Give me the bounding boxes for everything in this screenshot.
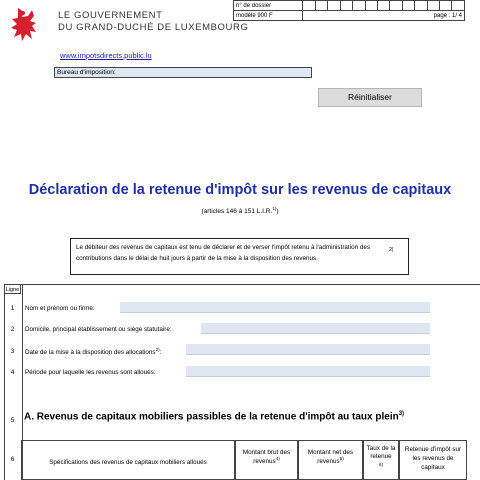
- col-montant-net-footnote: 5): [339, 456, 344, 461]
- notice-footnote: 2): [389, 247, 394, 253]
- dossier-digit-cell[interactable]: [315, 1, 327, 11]
- date-label-text: Date de la mise à la disposition des allocations: [25, 349, 156, 357]
- notice-text: Le débiteur des revenus de capitaux est tenu de déclarer et de verser l'impôt retenu à l'administration des contributions dans le délai de huit jours à partir de la mise à la disposition des revenus.: [76, 244, 370, 262]
- table-a-col-specifications: Spécifications des revenus de capitaux mobiliers alloués: [21, 440, 235, 480]
- dossier-table: [233, 0, 465, 21]
- table-a-col-montant-brut: [235, 440, 298, 480]
- periode-input[interactable]: [186, 366, 430, 377]
- line-number: 6: [10, 456, 15, 463]
- dossier-digit-cell[interactable]: [415, 1, 427, 11]
- col-taux-text: Taux de la retenue: [366, 445, 396, 460]
- website-link[interactable]: www.impotsdirects.public.lu: [60, 51, 152, 60]
- government-name-line2: DU GRAND-DUCHÉ DE LUXEMBOURG: [58, 22, 249, 33]
- subtitle-end: ): [276, 208, 279, 216]
- dossier-digit-cell[interactable]: [390, 1, 402, 11]
- row-label-domicile: Domicile, principal établissement ou siège statutaire:: [25, 326, 172, 333]
- date-label-suffix: :: [159, 349, 162, 357]
- page-title: Déclaration de la retenue d'impôt sur les revenus de capitaux: [28, 182, 452, 198]
- model-label: modèle 900 F: [234, 11, 303, 21]
- table-a-col-retenue: Retenue d'impôt sur les revenus de capitaux: [399, 440, 467, 480]
- nom-prenom-input[interactable]: [120, 302, 430, 313]
- dossier-digit-cell[interactable]: [377, 1, 389, 11]
- dossier-digit-cell[interactable]: [402, 1, 414, 11]
- table-a-col-taux: [363, 440, 399, 480]
- main-table-top-border: [21, 284, 480, 285]
- dossier-label: n° de dossier: [234, 1, 303, 11]
- line-number: 2: [10, 326, 15, 333]
- lignes-header: Ligne: [4, 284, 21, 294]
- dossier-digit-cell[interactable]: [427, 1, 439, 11]
- notice-box: [70, 238, 409, 275]
- dossier-digit-cell[interactable]: [365, 1, 377, 11]
- subtitle-footnote: 1): [272, 206, 277, 211]
- lion-emblem-icon: [6, 4, 46, 44]
- subtitle-text: (articles 146 à 151 L.I.R.: [201, 208, 273, 216]
- col-montant-brut-footnote: 4): [275, 456, 280, 461]
- government-name-line1: LE GOUVERNEMENT: [58, 10, 163, 21]
- domicile-input[interactable]: [201, 323, 430, 334]
- table-a-col-montant-net: [298, 440, 363, 480]
- line-number: 1: [10, 305, 15, 312]
- line-number: 3: [10, 348, 15, 355]
- row-label-date: [25, 347, 161, 356]
- line-number: 4: [10, 369, 15, 376]
- col-montant-brut-text: Montant brut des revenus: [242, 449, 291, 466]
- section-a-text: A. Revenus de capitaux mobiliers passibles de la retenue d'impôt au taux plein: [24, 411, 399, 423]
- col-montant-net-text: Montant net des revenus: [307, 449, 354, 466]
- reset-button[interactable]: Réinitialiser: [318, 88, 422, 107]
- dossier-digit-cell[interactable]: [340, 1, 352, 11]
- dossier-digit-cell[interactable]: [353, 1, 365, 11]
- page-label: page : 1/ 4: [303, 11, 465, 21]
- row-label-periode: Période pour laquelle les revenus sont alloués:: [25, 369, 156, 376]
- line-number: 5: [10, 417, 15, 424]
- row-label-nom: Nom et prénom ou firme:: [25, 305, 95, 312]
- dossier-digit-cell[interactable]: [328, 1, 340, 11]
- dossier-digit-cell[interactable]: [440, 1, 452, 11]
- col-taux-footnote: 6): [378, 462, 383, 467]
- bureau-imposition-field[interactable]: Bureau d'imposition:: [54, 67, 312, 78]
- dossier-digit-cell[interactable]: [452, 1, 465, 11]
- page-subtitle: [0, 206, 480, 215]
- section-a-title: [24, 411, 404, 422]
- date-mise-disposition-input[interactable]: [186, 344, 430, 355]
- date-footnote: 2): [155, 347, 160, 352]
- dossier-digit-cell[interactable]: [303, 1, 315, 11]
- section-a-footnote: 3): [398, 411, 405, 417]
